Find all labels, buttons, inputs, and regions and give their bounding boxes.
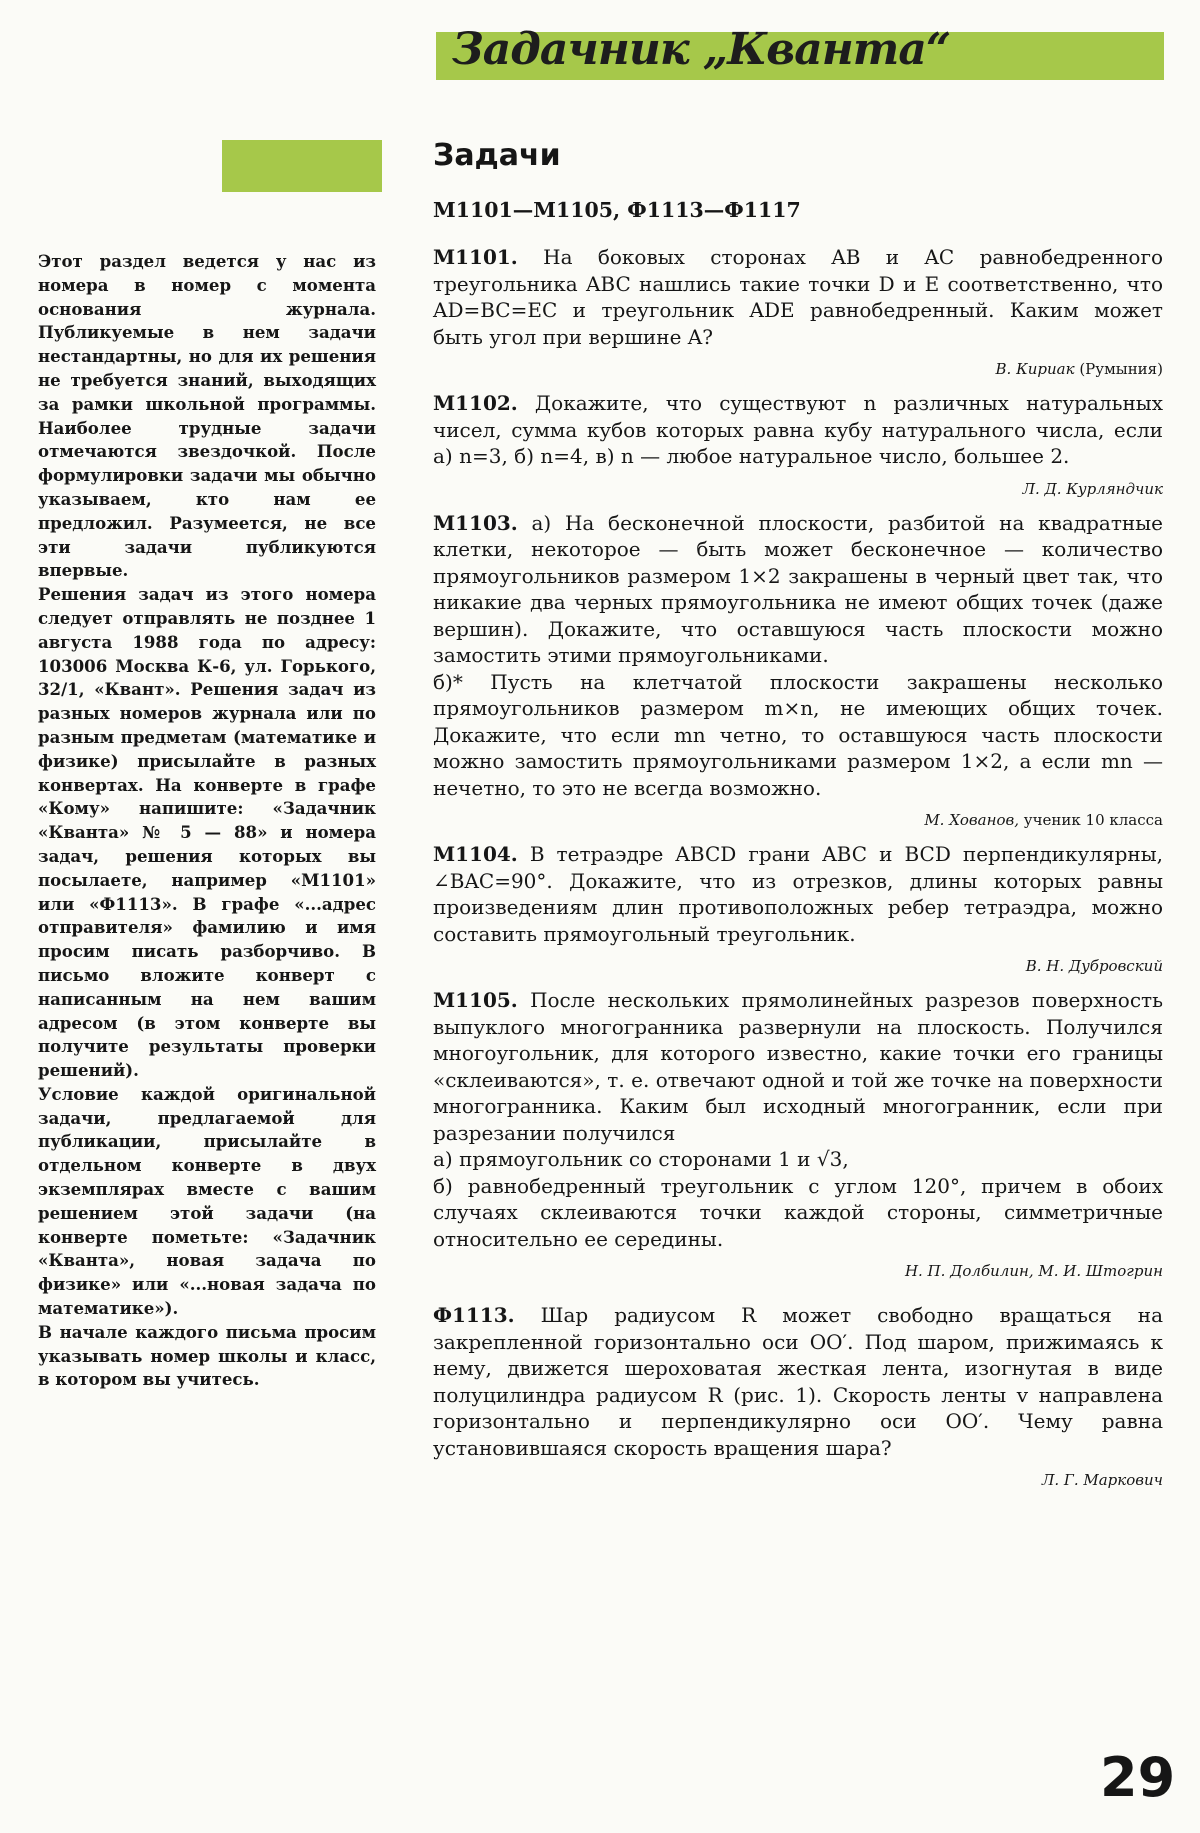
sidebar-paragraph: В начале каждого письма просим указывать номер школы и класс, в котором вы учитесь.	[38, 1321, 376, 1390]
problem-text: а) прямоугольник со сторонами 1 и √3,	[433, 1147, 849, 1171]
page-number: 29	[1100, 1746, 1176, 1809]
problem-text: б)* Пусть на клетчатой плоскости закрашены несколько прямоугольников размером m×n, не имеющих общих точек. Докажите, что если mn четно, то оставшуюся часть плоскости можно замостить прямоугольниками размером 1×2, а если mn — нечетно, то это не всегда возможно.	[433, 669, 1163, 800]
problem-statement: В тетраэдре ABCD грани ABC и BCD перпендикулярны, ∠BAC=90°. Докажите, что из отрезков, длины которых равны произведениям длин противоположных ребер тетраэдра, можно составить прямоугольный треугольник.	[433, 842, 1164, 946]
problem-text	[433, 1302, 1163, 1461]
problem-text	[433, 244, 1163, 350]
problem-m1103	[433, 510, 1163, 830]
section-banner-title: Задачник „Кванта“	[452, 24, 951, 75]
sidebar-paragraph: Условие каждой оригинальной задачи, предлагаемой для публикации, присылайте в отдельном конверте в двух экземплярах вместе с вашим решением этой задачи (на конверте пометьте: «Задачник «Кванта», новая задача по физике» или «...новая задача по математике»).	[38, 1083, 376, 1319]
problem-author: В. Кириак (Румыния)	[995, 360, 1163, 378]
problem-id: М1105.	[433, 988, 518, 1012]
problem-author: Л. Г. Маркович	[1041, 1471, 1163, 1489]
problem-statement: На боковых сторонах AB и AC равнобедренного треугольника ABC нашлись такие точки D и E соответственно, что AD=BC=EC и треугольник ADE равнобедренный. Каким может быть угол при вершине A?	[433, 245, 1163, 349]
author-note: ученик 10 класса	[1023, 811, 1163, 829]
problem-text: б) равнобедренный треугольник с углом 120°, причем в обоих случаях склеиваются точки каждой стороны, симметричные относительно ее середины.	[433, 1173, 1163, 1251]
problem-statement: Докажите, что существуют n различных натуральных чисел, сумма кубов которых равна кубу натурального числа, если а) n=3, б) n=4, в) n — любое натуральное число, большее 2.	[433, 391, 1164, 468]
problem-m1104	[433, 841, 1163, 975]
problem-statement: а) На бесконечной плоскости, разбитой на квадратные клетки, некоторое — быть может бесконечное — количество прямоугольников размером 1×2 закрашены в черный цвет так, что никакие два черных прямоугольника не имеют общих точек (даже вершин). Докажите, что оставшуюся часть плоскости можно замостить этими прямоугольниками.	[433, 510, 1163, 667]
problem-text	[433, 841, 1163, 947]
problem-m1101	[433, 244, 1163, 378]
problem-f1113	[433, 1302, 1163, 1489]
problem-id: М1104.	[433, 842, 518, 866]
problem-id: М1101.	[433, 245, 518, 269]
problem-author: М. Хованов, ученик 10 класса	[924, 811, 1163, 829]
problem-text	[433, 390, 1163, 470]
problem-author: В. Н. Дубровский	[1025, 957, 1163, 975]
author-note: (Румыния)	[1079, 360, 1163, 378]
problem-range-subtitle: М1101—М1105, Ф1113—Ф1117	[433, 198, 801, 222]
problem-text	[433, 510, 1163, 669]
sidebar-paragraph: Этот раздел ведется у нас из номера в номер с момента основания журнала. Публикуемые в нем задачи нестандартны, но для их решения не требуется знаний, выходящих за рамки школьной программы. Наиболее трудные задачи отмечаются звездочкой. После формулировки задачи мы обычно указываем, кто нам ее предложил. Разумеется, не все эти задачи публикуются впервые.	[38, 251, 376, 581]
sidebar-info	[38, 250, 376, 1392]
problem-author: Н. П. Долбилин, М. И. Штогрин	[904, 1262, 1163, 1280]
problem-m1102	[433, 390, 1163, 498]
problem-id: М1103.	[433, 510, 518, 535]
problem-statement: Шар радиусом R может свободно вращаться на закрепленной горизонтально оси OO′. Под шаром, прижимаясь к нему, движется шероховатая жесткая лента, изогнутая в виде полуцилиндра радиусом R (рис. 1). Скорость ленты v направлена горизонтально и перпендикулярно оси OO′. Чему равна установившаяся скорость вращения шара?	[433, 1303, 1164, 1460]
problem-m1105	[433, 987, 1163, 1280]
problem-id: Ф1113.	[433, 1303, 515, 1327]
sidebar-accent-block	[222, 140, 382, 192]
page-title: Задачи	[433, 138, 561, 173]
problem-statement: После нескольких прямолинейных разрезов поверхность выпуклого многогранника развернули на плоскость. Получился многоугольник, для которого известно, какие точки его границы «склеиваются», т. е. отвечают одной и той же точке на поверхности многогранника. Каким был исходный многогранник, если при разрезании получился	[433, 988, 1164, 1145]
problem-id: М1102.	[433, 391, 518, 415]
sidebar-paragraph: Решения задач из этого номера следует отправлять не позднее 1 августа 1988 года по адресу: 103006 Москва К-6, ул. Горького, 32/1, «Квант». Решения задач из разных номеров журнала или по разным предметам (математике и физике) присылайте в разных конвертах. На конверте в графе «Кому» напишите: «Задачник «Кванта» № 5 — 88» и номера задач, решения которых вы посылаете, например «М1101» или «Ф1113». В графе «...адрес отправителя» фамилию и имя просим писать разборчиво. В письмо вложите конверт с написанным на нем вашим адресом (в этом конверте вы получите результаты проверки решений).	[38, 584, 376, 1081]
problem-author: Л. Д. Курляндчик	[1022, 479, 1163, 498]
problems-column	[433, 138, 1163, 1501]
problem-text	[433, 987, 1163, 1146]
